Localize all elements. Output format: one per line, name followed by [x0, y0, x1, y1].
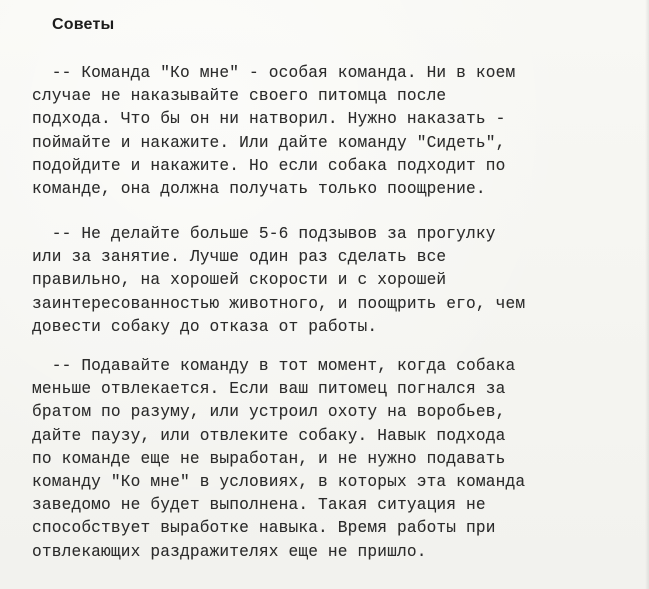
text-line: правильно, на хорошей скорости и с хорошей: [32, 271, 447, 290]
text-line: поймайте и накажите. Или дайте команду "Сидеть",: [32, 133, 506, 152]
text-line: подойдите и накажите. Но если собака подходит по: [32, 156, 506, 175]
text-line: братом по разуму, или устроил охоту на воробьев,: [32, 403, 506, 422]
paragraph-timing: [32, 355, 632, 564]
text-line: отвлекающих раздражителях еще не пришло.: [32, 542, 427, 561]
text-line: подхода. Что бы он ни натворил. Нужно наказать -: [32, 110, 506, 129]
page-edge-shadow: [645, 0, 649, 589]
text-line: или за занятие. Лучше один раз сделать все: [32, 248, 447, 267]
text-line: команду "Ко мне" в условиях, в которых эта команда: [32, 472, 526, 491]
text-line: заинтересованностью животного, и поощрить его, чем: [32, 294, 526, 313]
document-title: Советы: [52, 16, 115, 33]
text-line: меньше отвлекается. Если ваш питомец погнался за: [32, 380, 506, 399]
text-line: команде, она должна получать только поощрение.: [32, 179, 486, 198]
paragraph-recall-limit: [32, 223, 632, 339]
text-line: по команде еще не выработан, и не нужно подавать: [32, 449, 506, 468]
text-line: заведомо не будет выполнена. Такая ситуация не: [32, 496, 486, 515]
text-line: -- Команда "Ко мне" - особая команда. Ни в коем: [32, 64, 516, 82]
text-line: -- Подавайте команду в тот момент, когда собака: [32, 357, 516, 375]
text-line: -- Не делайте больше 5-6 подзывов за прогулку: [32, 225, 496, 243]
text-line: довести собаку до отказа от работы.: [32, 317, 378, 336]
text-line: случае не наказывайте своего питомца после: [32, 87, 447, 106]
text-line: способствует выработке навыка. Время работы при: [32, 519, 496, 538]
paragraph-come-command: [32, 62, 632, 201]
text-line: дайте паузу, или отвлеките собаку. Навык подхода: [32, 426, 506, 445]
